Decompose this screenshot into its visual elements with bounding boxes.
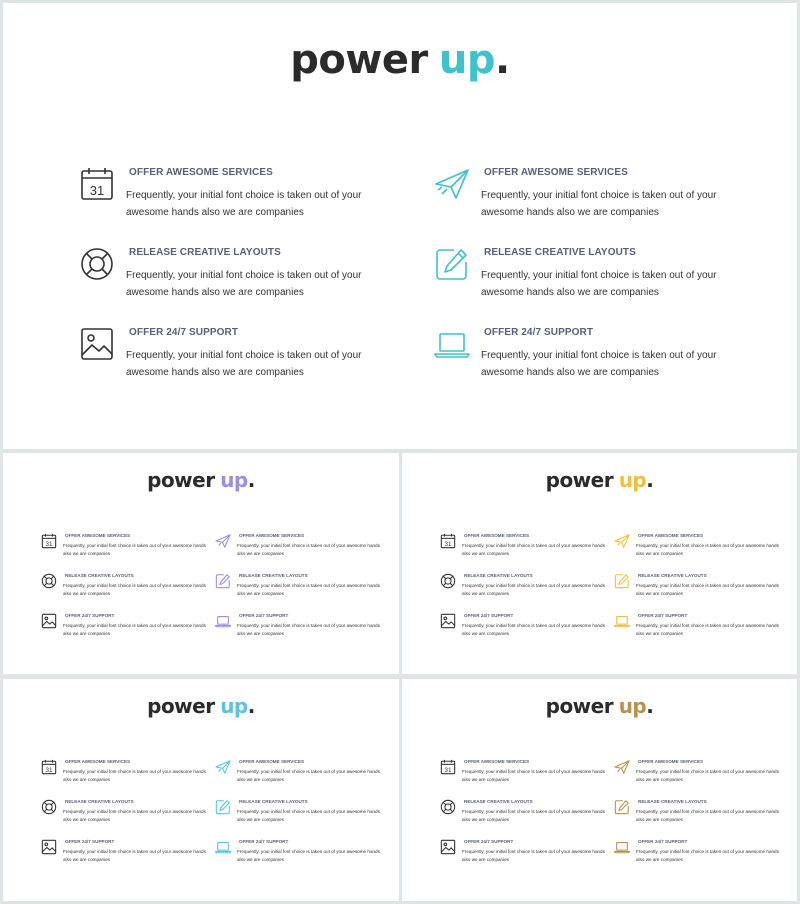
feature-item [215, 533, 385, 563]
image-icon [440, 613, 456, 629]
edit-icon [215, 573, 231, 589]
feature-description: Frequently, your initial font choice is taken out of your awesome hands also we are companies [63, 583, 206, 597]
feature-item [440, 573, 610, 603]
feature-description: Frequently, your initial font choice is taken out of your awesome hands also we are companies [63, 769, 206, 783]
image-icon [440, 839, 456, 855]
feature-item [41, 799, 211, 829]
title-word-up: up [220, 468, 248, 492]
title-dot: . [247, 468, 255, 492]
feature-item [434, 246, 764, 306]
feature-description: Frequently, your initial font choice is taken out of your awesome hands also we are companies [636, 809, 779, 823]
title-word-up: up [618, 694, 647, 718]
feature-title: RELEASE CREATIVE LAYOUTS [484, 247, 636, 258]
feature-title: RELEASE CREATIVE LAYOUTS [464, 573, 533, 578]
title-dot: . [247, 694, 255, 718]
slide-variant-purple [3, 453, 399, 674]
feature-description: Frequently, your initial font choice is taken out of your awesome hands also we are companies [636, 543, 779, 557]
feature-item [215, 573, 385, 603]
slide-main [3, 3, 797, 449]
feature-description: Frequently, your initial font choice is taken out of your awesome hands also we are companies [237, 809, 380, 823]
feature-item [215, 759, 385, 789]
feature-description: Frequently, your initial font choice is taken out of your awesome hands also we are companies [237, 583, 380, 597]
calendar-number: 31 [444, 540, 452, 548]
feature-title: OFFER 24/7 SUPPORT [65, 839, 115, 844]
feature-item [614, 573, 784, 603]
laptop-icon [614, 613, 630, 629]
feature-item [79, 166, 409, 226]
feature-title: OFFER 24/7 SUPPORT [65, 613, 115, 618]
title-dot: . [495, 37, 510, 83]
feature-item [215, 839, 385, 869]
feature-item [440, 799, 610, 829]
feature-title: RELEASE CREATIVE LAYOUTS [239, 573, 308, 578]
feature-title: OFFER AWESOME SERVICES [65, 533, 131, 538]
feature-item [215, 799, 385, 829]
feature-description: Frequently, your initial font choice is taken out of your awesome hands also we are companies [636, 849, 779, 863]
feature-description: Frequently, your initial font choice is taken out of your awesome hands also we are companies [237, 769, 380, 783]
title-word-power: power [545, 694, 614, 718]
feature-description: Frequently, your initial font choice is taken out of your awesome hands also we are companies [636, 623, 779, 637]
feature-item [614, 839, 784, 869]
feature-item [434, 326, 764, 386]
slide-title [402, 466, 797, 494]
feature-item [440, 759, 610, 789]
calendar-number: 31 [45, 540, 53, 548]
feature-title: OFFER AWESOME SERVICES [239, 759, 305, 764]
feature-item [614, 759, 784, 789]
edit-icon [215, 799, 231, 815]
feature-description: Frequently, your initial font choice is taken out of your awesome hands also we are companies [63, 543, 206, 557]
feature-item [215, 613, 385, 643]
edit-icon [434, 246, 470, 282]
feature-title: OFFER 24/7 SUPPORT [464, 839, 514, 844]
title-word-up: up [618, 468, 647, 492]
calendar-icon [440, 759, 456, 775]
feature-title: OFFER AWESOME SERVICES [464, 759, 530, 764]
paper-plane-icon [614, 533, 630, 549]
feature-item [79, 326, 409, 386]
edit-icon [614, 799, 630, 815]
feature-description: Frequently, your initial font choice is taken out of your awesome hands also we are companies [237, 623, 380, 637]
paper-plane-icon [215, 759, 231, 775]
feature-title: OFFER 24/7 SUPPORT [239, 613, 289, 618]
feature-title: OFFER AWESOME SERVICES [239, 533, 305, 538]
feature-description: Frequently, your initial font choice is taken out of your awesome hands also we are companies [462, 623, 605, 637]
feature-title: OFFER 24/7 SUPPORT [638, 839, 688, 844]
feature-item [614, 799, 784, 829]
feature-title: RELEASE CREATIVE LAYOUTS [638, 799, 707, 804]
lifebuoy-icon [41, 573, 57, 589]
feature-title: OFFER 24/7 SUPPORT [239, 839, 289, 844]
feature-item [41, 839, 211, 869]
laptop-icon [434, 326, 470, 362]
calendar-number: 31 [89, 183, 105, 198]
feature-item [41, 613, 211, 643]
calendar-icon [41, 759, 57, 775]
slide-variant-yellow [402, 453, 797, 674]
title-word-power: power [147, 468, 215, 492]
title-word-power: power [545, 468, 614, 492]
lifebuoy-icon [440, 573, 456, 589]
feature-description: Frequently, your initial font choice is taken out of your awesome hands also we are companies [481, 350, 717, 378]
feature-title: RELEASE CREATIVE LAYOUTS [464, 799, 533, 804]
feature-title: OFFER AWESOME SERVICES [464, 533, 530, 538]
feature-item [79, 246, 409, 306]
feature-item [434, 166, 764, 226]
feature-title: RELEASE CREATIVE LAYOUTS [129, 247, 281, 258]
title-word-power: power [147, 694, 215, 718]
feature-item [614, 613, 784, 643]
slide-title [3, 692, 399, 720]
feature-description: Frequently, your initial font choice is taken out of your awesome hands also we are companies [481, 270, 717, 298]
lifebuoy-icon [41, 799, 57, 815]
feature-item [41, 573, 211, 603]
feature-item [440, 839, 610, 869]
feature-description: Frequently, your initial font choice is taken out of your awesome hands also we are companies [636, 769, 779, 783]
feature-item [440, 613, 610, 643]
title-dot: . [646, 694, 654, 718]
feature-title: OFFER AWESOME SERVICES [129, 167, 273, 178]
calendar-icon [79, 166, 115, 202]
edit-icon [614, 573, 630, 589]
image-icon [41, 613, 57, 629]
image-icon [41, 839, 57, 855]
slide-title [402, 692, 797, 720]
feature-description: Frequently, your initial font choice is taken out of your awesome hands also we are companies [63, 623, 206, 637]
slide-title [3, 33, 797, 87]
paper-plane-icon [614, 759, 630, 775]
calendar-number: 31 [45, 766, 53, 774]
calendar-icon [440, 533, 456, 549]
feature-title: OFFER 24/7 SUPPORT [638, 613, 688, 618]
title-word-power: power [290, 37, 428, 83]
feature-title: RELEASE CREATIVE LAYOUTS [65, 799, 134, 804]
calendar-number: 31 [444, 766, 452, 774]
calendar-icon [41, 533, 57, 549]
laptop-icon [215, 613, 231, 629]
feature-description: Frequently, your initial font choice is taken out of your awesome hands also we are companies [126, 350, 362, 378]
feature-description: Frequently, your initial font choice is taken out of your awesome hands also we are companies [636, 583, 779, 597]
feature-title: OFFER 24/7 SUPPORT [129, 327, 239, 338]
title-dot: . [646, 468, 654, 492]
slide-variant-brown [402, 679, 797, 901]
laptop-icon [614, 839, 630, 855]
title-word-up: up [220, 694, 248, 718]
feature-description: Frequently, your initial font choice is taken out of your awesome hands also we are companies [462, 583, 605, 597]
feature-title: OFFER 24/7 SUPPORT [464, 613, 514, 618]
paper-plane-icon [215, 533, 231, 549]
lifebuoy-icon [79, 246, 115, 282]
feature-description: Frequently, your initial font choice is taken out of your awesome hands also we are companies [462, 809, 605, 823]
feature-title: RELEASE CREATIVE LAYOUTS [65, 573, 134, 578]
feature-description: Frequently, your initial font choice is taken out of your awesome hands also we are companies [481, 190, 717, 218]
feature-description: Frequently, your initial font choice is taken out of your awesome hands also we are companies [462, 769, 605, 783]
feature-description: Frequently, your initial font choice is taken out of your awesome hands also we are companies [462, 543, 605, 557]
feature-title: OFFER AWESOME SERVICES [638, 759, 704, 764]
lifebuoy-icon [440, 799, 456, 815]
feature-title: OFFER AWESOME SERVICES [638, 533, 704, 538]
feature-item [41, 533, 211, 563]
feature-title: OFFER 24/7 SUPPORT [484, 327, 594, 338]
feature-description: Frequently, your initial font choice is taken out of your awesome hands also we are companies [237, 849, 380, 863]
feature-item [41, 759, 211, 789]
feature-item [440, 533, 610, 563]
feature-item [614, 533, 784, 563]
feature-description: Frequently, your initial font choice is taken out of your awesome hands also we are companies [462, 849, 605, 863]
image-icon [79, 326, 115, 362]
feature-title: RELEASE CREATIVE LAYOUTS [638, 573, 707, 578]
feature-description: Frequently, your initial font choice is taken out of your awesome hands also we are companies [63, 809, 206, 823]
slide-title [3, 466, 399, 494]
feature-description: Frequently, your initial font choice is taken out of your awesome hands also we are companies [237, 543, 380, 557]
feature-title: OFFER AWESOME SERVICES [65, 759, 131, 764]
feature-description: Frequently, your initial font choice is taken out of your awesome hands also we are companies [126, 190, 362, 218]
feature-title: OFFER AWESOME SERVICES [484, 167, 628, 178]
feature-title: RELEASE CREATIVE LAYOUTS [239, 799, 308, 804]
paper-plane-icon [434, 166, 470, 202]
feature-description: Frequently, your initial font choice is taken out of your awesome hands also we are companies [126, 270, 362, 298]
laptop-icon [215, 839, 231, 855]
title-word-up: up [438, 37, 495, 83]
slide-variant-blue [3, 679, 399, 901]
feature-description: Frequently, your initial font choice is taken out of your awesome hands also we are companies [63, 849, 206, 863]
